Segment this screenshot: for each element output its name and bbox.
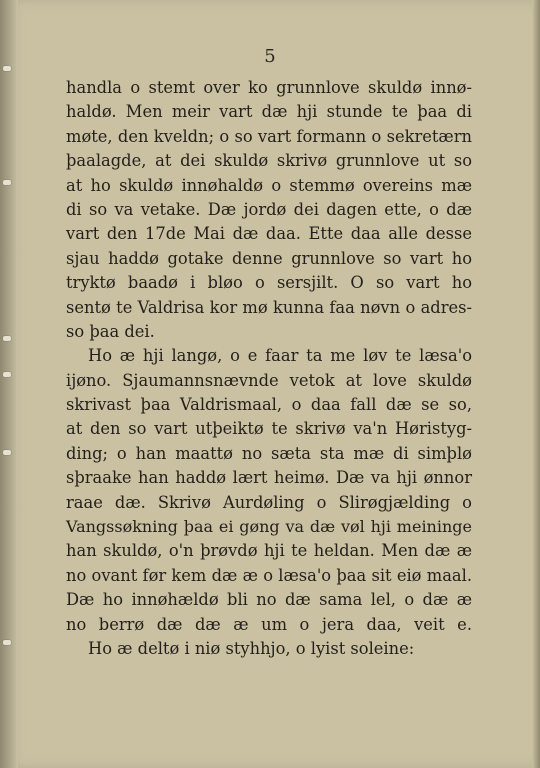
page-edge — [532, 0, 540, 768]
text-line: han skuldø, o'n þrøvdø hji te heldan. Men dæ æ — [66, 541, 472, 561]
text-line: raae dæ. Skrivø Aurdøling o Slirøgjælding o — [66, 492, 472, 512]
binding-gutter — [0, 0, 18, 768]
text-line: ijøno. Sjaumannsnævnde vetok at love skuldø — [66, 370, 472, 390]
body-text — [66, 76, 472, 661]
page-number: 5 — [264, 46, 276, 67]
text-line: Ho æ hji langø, o e faar ta me løv te læsa'o — [88, 346, 472, 366]
text-line: sjau haddø gotake denne grunnlove so vart ho — [66, 248, 472, 268]
paragraph-3 — [66, 637, 472, 661]
text-line: tryktø baadø i bløo o sersjilt. O so vart ho — [66, 273, 472, 293]
binding-stitch — [3, 336, 11, 341]
text-line: no ovant før kem dæ æ o læsa'o þaa sit eiø maal. — [66, 565, 472, 585]
text-line: sþraake han haddø lært heimø. Dæ va hji ønnor — [66, 468, 472, 488]
text-line: handla o stemt over ko grunnlove skuldø innø- — [66, 78, 472, 97]
paragraph-2 — [66, 344, 472, 637]
text-line: Ho æ deltø i niø styhhjo, o lyist soleine: — [88, 638, 415, 658]
binding-stitch — [3, 372, 11, 377]
text-line: at ho skuldø innøhaldø o stemmø overeins mæ — [66, 175, 472, 195]
paragraph-1 — [66, 76, 472, 344]
text-line: Vangssøkning þaa ei gøng va dæ vøl hji meininge — [66, 517, 472, 537]
text-line: þaalagde, at dei skuldø skrivø grunnlove ut so — [66, 151, 472, 171]
binding-stitch — [3, 640, 11, 645]
binding-stitch — [3, 450, 11, 455]
binding-stitch — [3, 180, 11, 185]
text-line: haldø. Men meir vart dæ hji stunde te þaa di — [66, 102, 472, 122]
text-line: di so va vetake. Dæ jordø dei dagen ette, o dæ — [66, 199, 472, 219]
text-line: so þaa dei. — [66, 321, 155, 341]
text-line: at den so vart utþeiktø te skrivø va'n Høristyg- — [66, 419, 472, 439]
text-line: Dæ ho innøhældø bli no dæ sama lel, o dæ æ — [66, 590, 472, 610]
text-line: vart den 17de Mai dæ daa. Ette daa alle desse — [66, 224, 472, 244]
text-line: møte, den kveldn; o so vart formann o sekretærn — [66, 126, 472, 146]
text-line: no berrø dæ dæ æ um o jera daa, veit e. — [66, 614, 472, 634]
text-line: skrivast þaa Valdrismaal, o daa fall dæ se so, — [66, 395, 472, 415]
text-line: sentø te Valdrisa kor mø kunna faa nøvn o adres- — [66, 297, 472, 317]
text-line: ding; o han maattø no sæta sta mæ di simþlø — [66, 443, 472, 463]
